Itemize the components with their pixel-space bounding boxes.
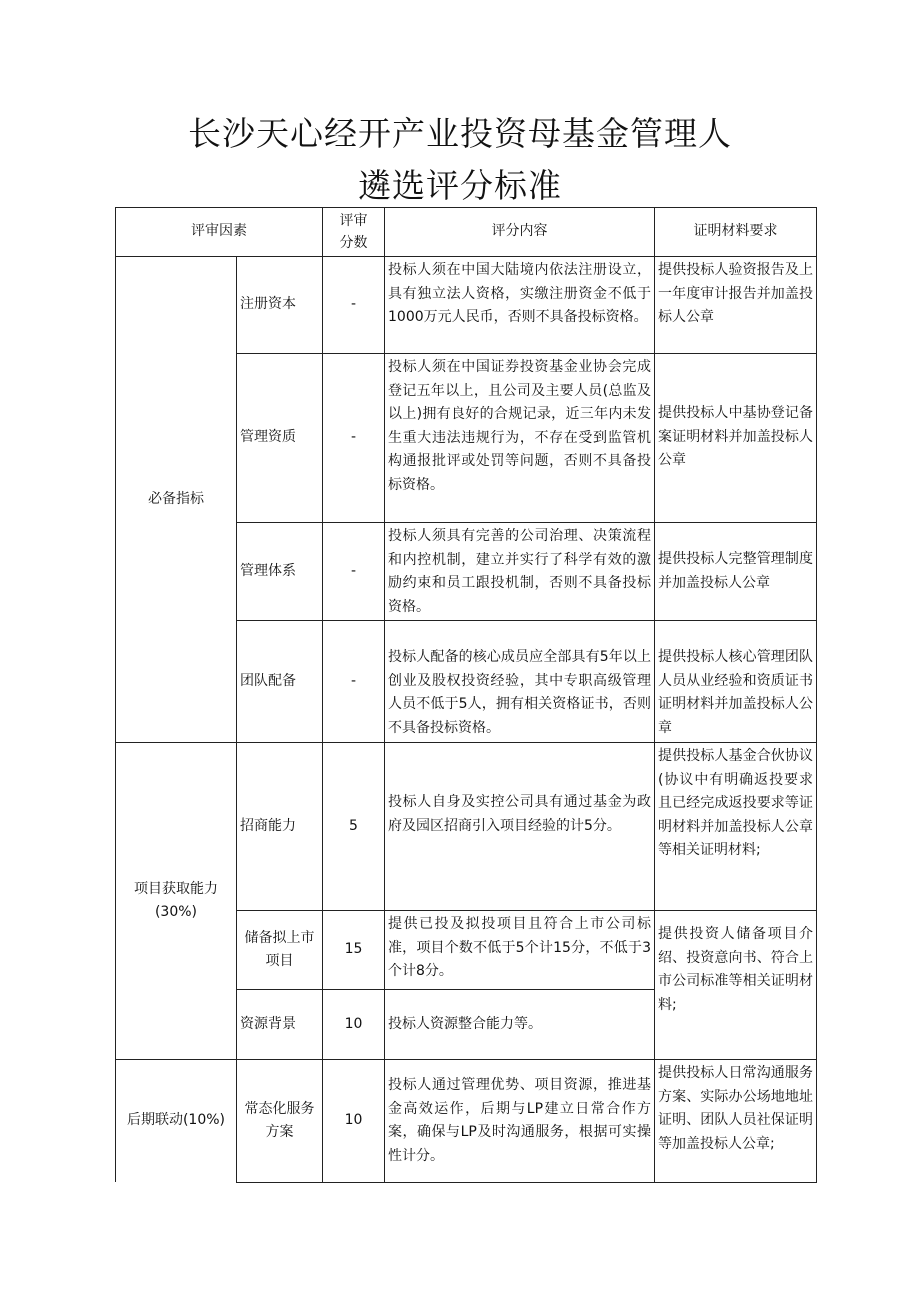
document-title-line1: 长沙天心经开产业投资母基金管理人 <box>188 114 732 153</box>
table-row-content: 投标人须在中国证券投资基金业协会完成登记五年以上，且公司及主要人员(总监及以上)拥有良好的合规记录，近三年内未发生重大违法违规行为，不存在受到监管机构通报批评或处罚等问题，否则不具备投标资格。 <box>388 359 651 493</box>
document-title-line2: 遴选评分标准 <box>358 166 562 205</box>
table-border-right <box>816 207 817 1182</box>
table-row-materials: 提供投标人日常沟通服务方案、实际办公场地地址证明、团队人员社保证明等加盖投标人公章; <box>658 1065 813 1152</box>
table-row-item: 招商能力 <box>240 817 296 834</box>
table-border-bottom <box>236 1182 817 1183</box>
table-row-materials: 提供投标人核心管理团队人员从业经验和资质证书证明材料并加盖投标人公章 <box>658 649 813 736</box>
table-row-materials: 提供投标人完整管理制度并加盖投标人公章 <box>658 551 813 591</box>
table-row-item: 管理资质 <box>240 429 296 446</box>
table-row-score: - <box>350 296 357 313</box>
table-row-item: 团队配备 <box>240 672 296 689</box>
table-row-item: 常态化服务 方案 <box>244 1100 315 1140</box>
group-label: 项目获取能力 (30%) <box>134 880 218 920</box>
table-row-content: 投标人资源整合能力等。 <box>388 1015 542 1032</box>
table-row-materials: 提供投标人验资报告及上一年度审计报告并加盖投标人公章 <box>658 262 813 325</box>
table-row-score: 5 <box>349 817 358 834</box>
table-row-score: 10 <box>344 1015 363 1032</box>
table-row-item: 管理体系 <box>240 562 296 579</box>
group-label: 必备指标 <box>148 490 204 507</box>
header-factor: 评审因素 <box>191 223 247 240</box>
table-row-score: - <box>350 429 357 446</box>
table-row-content: 投标人配备的核心成员应全部具有5年以上创业及股权投资经验，其中专职高级管理人员不低于5人，拥有相关资格证书，否则不具备投标资格。 <box>388 649 651 736</box>
table-row-score: 15 <box>344 941 363 958</box>
group-label: 后期联动(10%) <box>126 1112 226 1129</box>
table-row-materials: 提供投标人中基协登记备案证明材料并加盖投标人公章 <box>658 405 813 468</box>
table-row-score: - <box>350 562 357 579</box>
header-score: 评审 分数 <box>339 213 368 251</box>
header-content: 评分内容 <box>491 223 548 240</box>
header-materials: 证明材料要求 <box>693 223 778 240</box>
table-row-content: 投标人须在中国大陆境内依法注册设立，具有独立法人资格，实缴注册资金不低于1000万元人民币，否则不具备投标资格。 <box>388 262 651 325</box>
table-row-item: 储备拟上市 项目 <box>244 929 315 969</box>
table-row-materials: 提供投资人储备项目介绍、投资意向书、符合上市公司标准等相关证明材料; <box>658 926 813 1013</box>
table-row-content: 投标人通过管理优势、项目资源，推进基金高效运作，后期与LP建立日常合作方案，确保与LP及时沟通服务，根据可实操性计分。 <box>388 1077 651 1164</box>
table-row-content: 投标人须具有完善的公司治理、决策流程和内控机制，建立并实行了科学有效的激励约束和员工跟投机制，否则不具备投标资格。 <box>388 528 651 615</box>
table-row-score: - <box>350 672 357 689</box>
table-row-score: 10 <box>344 1112 363 1129</box>
table-row-content: 提供已投及拟投项目且符合上市公司标准，项目个数不低于5个计15分，不低于3个计8分。 <box>388 916 651 979</box>
table-row-item: 资源背景 <box>240 1015 296 1032</box>
table-row-materials: 提供投标人基金合伙协议(协议中有明确返投要求且已经完成返投要求等证明材料并加盖投标人公章等相关证明材料; <box>658 748 813 858</box>
table-row-content: 投标人自身及实控公司具有通过基金为政府及园区招商引入项目经验的计5分。 <box>388 794 651 834</box>
table-row-item: 注册资本 <box>240 296 296 313</box>
